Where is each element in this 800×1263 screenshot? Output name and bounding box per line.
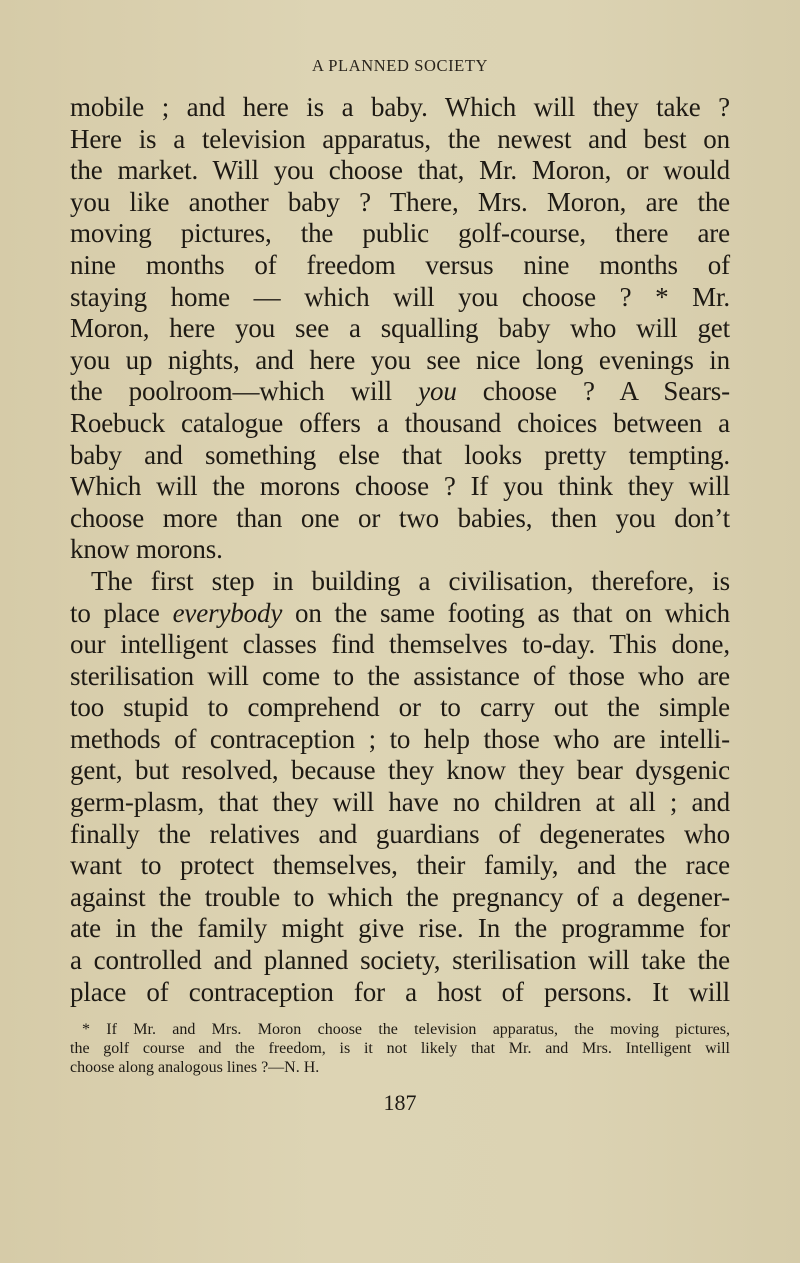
text-line: mobile ; and here is a baby. Which will they take ?	[70, 92, 730, 122]
text-line: place of contraception for a host of persons. It will	[70, 976, 730, 1007]
running-head: A PLANNED SOCIETY	[311, 56, 489, 75]
text-line: Here is a television apparatus, the newest and best on	[70, 123, 730, 154]
footnote-line: * If Mr. and Mrs. Moron choose the television apparatus, the moving pictures,	[82, 1021, 730, 1038]
text-line: staying home — which will you choose ? * Mr.	[70, 281, 730, 312]
text-line: nine months of freedom versus nine months of	[70, 249, 730, 280]
text-line: moving pictures, the public golf-course, there are	[70, 218, 730, 249]
footnote-line: the golf course and the freedom, is it not likely that Mr. and Mrs. Intelligent will	[70, 1040, 730, 1057]
text-line: methods of contraception ; to help those who are intelli-	[70, 723, 730, 754]
text-line: Which will the morons choose ? If you think they will	[70, 471, 730, 502]
text-line: gent, but resolved, because they know they bear dysgenic	[70, 755, 730, 786]
text-line: a controlled and planned society, sterilisation will take the	[70, 945, 730, 976]
footnote-line: choose along analogous lines ?—N. H.	[70, 1059, 320, 1076]
body-text	[70, 92, 730, 1008]
text-line: finally the relatives and guardians of degenerates who	[70, 818, 730, 849]
text-line: baby and something else that looks pretty tempting.	[70, 439, 730, 470]
text-line: Moron, here you see a squalling baby who will get	[70, 313, 730, 344]
text-line: too stupid to comprehend or to carry out the simple	[70, 692, 730, 723]
text-line: the market. Will you choose that, Mr. Moron, or would	[70, 155, 730, 186]
text-line: to place everybody on the same footing as that on which	[70, 597, 730, 628]
text-line: The first step in building a civilisation, therefore, is	[91, 565, 730, 596]
text-line: know morons.	[70, 534, 223, 565]
text-line: ate in the family might give rise. In the programme for	[70, 913, 730, 944]
emphasis: everybody	[172, 597, 283, 628]
text-line: you up nights, and here you see nice long evenings in	[70, 344, 730, 375]
text-line: choose more than one or two babies, then you don’t	[70, 502, 730, 533]
emphasis: you	[418, 376, 457, 407]
text-line: against the trouble to which the pregnancy of a degener-	[70, 881, 730, 912]
text-line: want to protect themselves, their family, and the race	[70, 850, 730, 881]
text-line: the poolroom—which will you choose ? A Sears-	[70, 376, 730, 407]
text-line: germ-plasm, that they will have no children at all ; and	[70, 787, 730, 818]
text-line: sterilisation will come to the assistance of those who are	[70, 660, 730, 691]
text-line: you like another baby ? There, Mrs. Moron, are the	[70, 186, 730, 217]
footnote	[70, 1020, 730, 1077]
text-line: Roebuck catalogue offers a thousand choices between a	[70, 407, 730, 438]
page-number: 187	[383, 1090, 417, 1115]
text-line: our intelligent classes find themselves to-day. This done,	[70, 629, 730, 660]
